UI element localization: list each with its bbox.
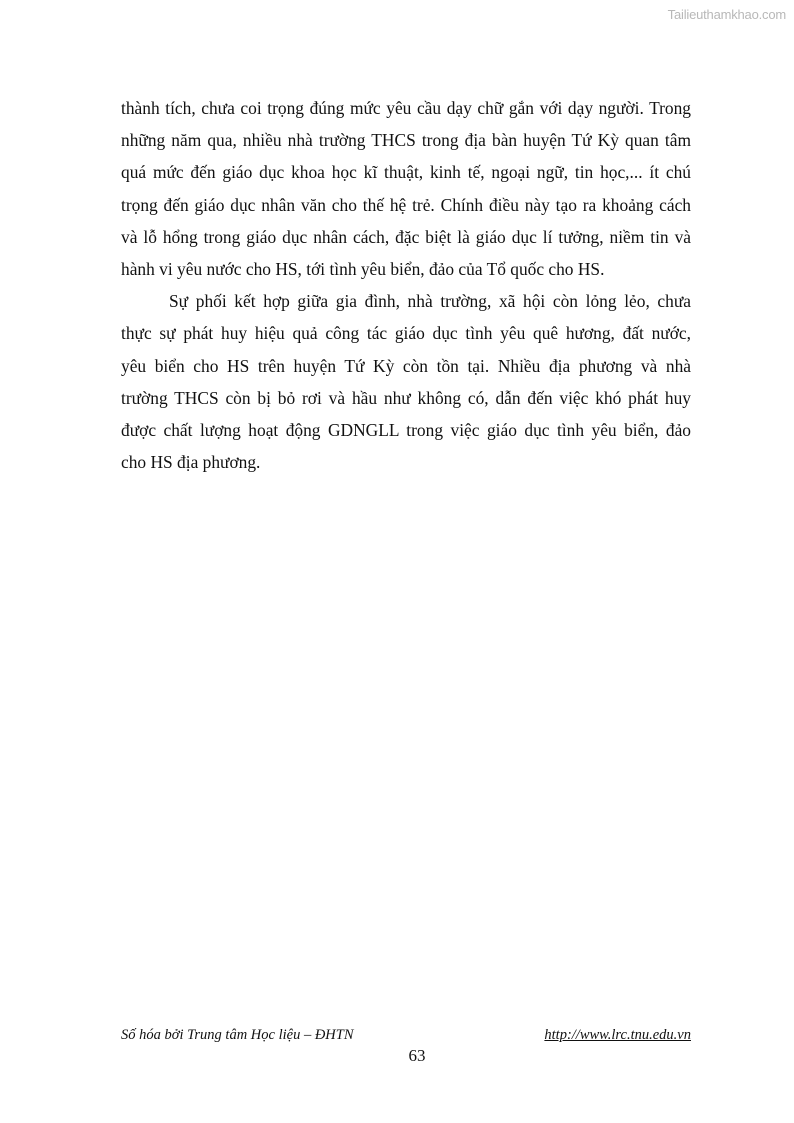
text-line: thành tích, chưa coi trọng đúng mức yêu cầu dạy chữ gắn với dạy người. Trong (121, 98, 691, 118)
watermark-text: Tailieuthamkhao.com (667, 7, 786, 22)
text-line: được chất lượng hoạt động GDNGLL trong việc giáo dục tình yêu biển, đảo (121, 420, 691, 441)
text-line: hành vi yêu nước cho HS, tới tình yêu biển, đảo của Tổ quốc cho HS. (121, 259, 605, 280)
text-line: và lỗ hổng trong giáo dục nhân cách, đặc biệt là giáo dục lí tưởng, niềm tin và (121, 226, 691, 247)
text-line: quá mức đến giáo dục khoa học kĩ thuật, kinh tế, ngoại ngữ, tin học,... ít chú (121, 162, 691, 183)
text-line: Sự phối kết hợp giữa gia đình, nhà trường, xã hội còn lỏng lẻo, chưa (169, 291, 691, 312)
text-line: trọng đến giáo dục nhân văn cho thế hệ trẻ. Chính điều này tạo ra khoảng cách (121, 194, 691, 215)
paragraph-2 (121, 285, 691, 478)
document-body (121, 92, 691, 478)
page-footer (121, 1027, 691, 1047)
footer-credit: Số hóa bởi Trung tâm Học liệu – ĐHTN (121, 1027, 354, 1043)
text-line: cho HS địa phương. (121, 452, 261, 473)
text-line: yêu biển cho HS trên huyện Tứ Kỳ còn tồn tại. Nhiều địa phương và nhà (121, 355, 691, 376)
text-line: thực sự phát huy hiệu quả công tác giáo dục tình yêu quê hương, đất nước, (121, 323, 691, 344)
footer-link[interactable]: http://www.lrc.tnu.edu.vn (544, 1027, 691, 1043)
paragraph-1 (121, 92, 691, 285)
text-line: trường THCS còn bị bỏ rơi và hầu như không có, dẫn đến việc khó phát huy (121, 387, 691, 408)
text-line: những năm qua, nhiều nhà trường THCS trong địa bàn huyện Tứ Kỳ quan tâm (121, 130, 691, 151)
page-number: 63 (408, 1046, 426, 1065)
